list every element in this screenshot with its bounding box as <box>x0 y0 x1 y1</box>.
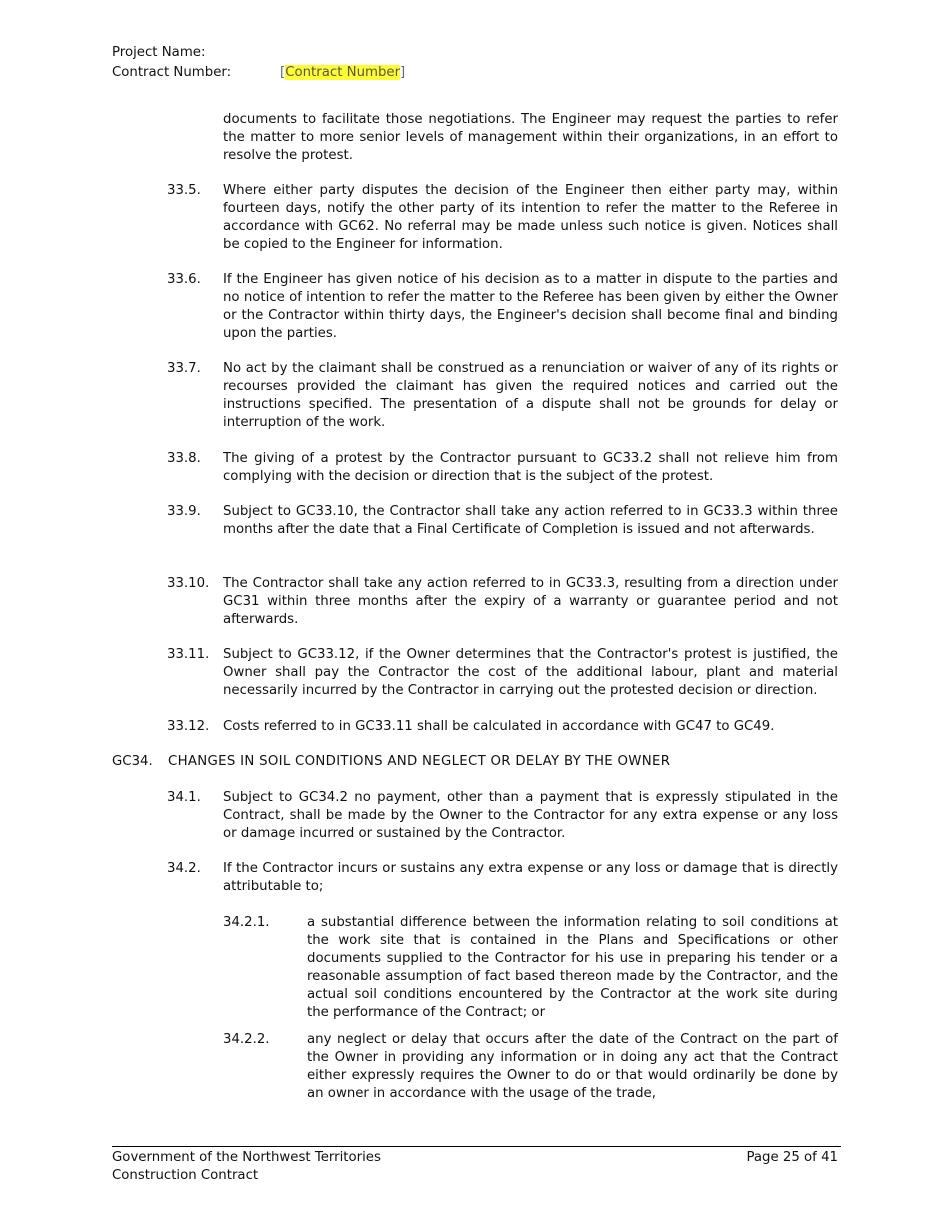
intro-paragraph: documents to facilitate those negotiations. The Engineer may request the parties to refer the matter to more senior levels of management within their organizations, in an effort to resolve the protest. <box>223 112 838 163</box>
contract-number-placeholder: Contract Number <box>285 65 401 80</box>
clause-text: Subject to GC33.10, the Contractor shall take any action referred to in GC33.3 within three months after the date that a Final Certificate of Completion is issued and not afterwards. <box>223 504 838 537</box>
clause-text: If the Contractor incurs or sustains any extra expense or any loss or damage that is directly attributable to; <box>223 861 838 894</box>
subclause-number: 34.2.1. <box>223 915 270 930</box>
clause-number: 33.6. <box>167 272 201 287</box>
subclause-number: 34.2.2. <box>223 1032 270 1047</box>
section-title: CHANGES IN SOIL CONDITIONS AND NEGLECT OR DELAY BY THE OWNER <box>168 754 671 769</box>
clause-text: Subject to GC33.12, if the Owner determines that the Contractor's protest is justified, the Owner shall pay the Contractor the cost of the additional labour, plant and material necessarily incurred by the Contractor in carrying out the protested decision or direction. <box>223 647 838 698</box>
clause-text: If the Engineer has given notice of his decision as to a matter in dispute to the parties and no notice of intention to refer the matter to the Referee has been given by either the Owner or the Contractor within thirty days, the Engineer's decision shall become final and binding upon the parties. <box>223 272 838 341</box>
clause-text: The giving of a protest by the Contractor pursuant to GC33.2 shall not relieve him from complying with the decision or direction that is the subject of the protest. <box>223 451 838 484</box>
contract-number-field <box>280 64 405 82</box>
bracket-open: [ <box>280 65 286 80</box>
footer-org: Government of the Northwest Territories <box>112 1150 381 1165</box>
clause-text: No act by the claimant shall be construed as a renunciation or waiver of any of its rights or recourses provided the claimant has given the required notices and carried out the instructions specified. The presentation of a dispute shall not be grounds for delay or interruption of the work. <box>223 361 838 430</box>
clause-number: 33.8. <box>167 451 201 466</box>
subclause-text: any neglect or delay that occurs after the date of the Contract on the part of the Owner in providing any information or in doing any act that the Contract either expressly requires the Owner to do or that would ordinarily be done by an owner in accordance with the usage of the trade, <box>307 1032 838 1101</box>
clause-number: 34.2. <box>167 861 201 876</box>
clause-number: 33.7. <box>167 361 201 376</box>
clause-number: 33.10. <box>167 576 210 591</box>
clause-text: Where either party disputes the decision of the Engineer then either party may, within fourteen days, notify the other party of its intention to refer the matter to the Referee in accordance with GC62. No referral may be made unless such notice is given. Notices shall be copied to the Engineer for information. <box>223 183 838 252</box>
clause-number: 33.11. <box>167 647 210 662</box>
clause-number: 33.5. <box>167 183 201 198</box>
bracket-close: ] <box>400 65 406 80</box>
section-number: GC34. <box>112 754 153 769</box>
footer-divider <box>112 1146 841 1147</box>
clause-number: 34.1. <box>167 790 201 805</box>
subclause-text: a substantial difference between the information relating to soil conditions at the work site that is contained in the Plans and Specifications or other documents supplied to the Contractor for his use in preparing his tender or a reasonable assumption of fact based thereon made by the Contractor, and the actual soil conditions encountered by the Contractor at the work site during the performance of the Contract; or <box>307 915 838 1020</box>
clause-text: Subject to GC34.2 no payment, other than a payment that is expressly stipulated in the Contract, shall be made by the Owner to the Contractor for any extra expense or any loss or damage incurred or sustained by the Contractor. <box>223 790 838 841</box>
page-number: Page 25 of 41 <box>746 1150 838 1165</box>
clause-number: 33.9. <box>167 504 201 519</box>
project-name-label: Project Name: <box>112 45 206 60</box>
clause-number: 33.12. <box>167 719 210 734</box>
contract-number-label: Contract Number: <box>112 65 232 80</box>
clause-text: Costs referred to in GC33.11 shall be calculated in accordance with GC47 to GC49. <box>223 719 775 734</box>
footer-doc: Construction Contract <box>112 1168 259 1183</box>
clause-text: The Contractor shall take any action referred to in GC33.3, resulting from a direction under GC31 within three months after the expiry of a warranty or guarantee period and not afterwards. <box>223 576 838 627</box>
